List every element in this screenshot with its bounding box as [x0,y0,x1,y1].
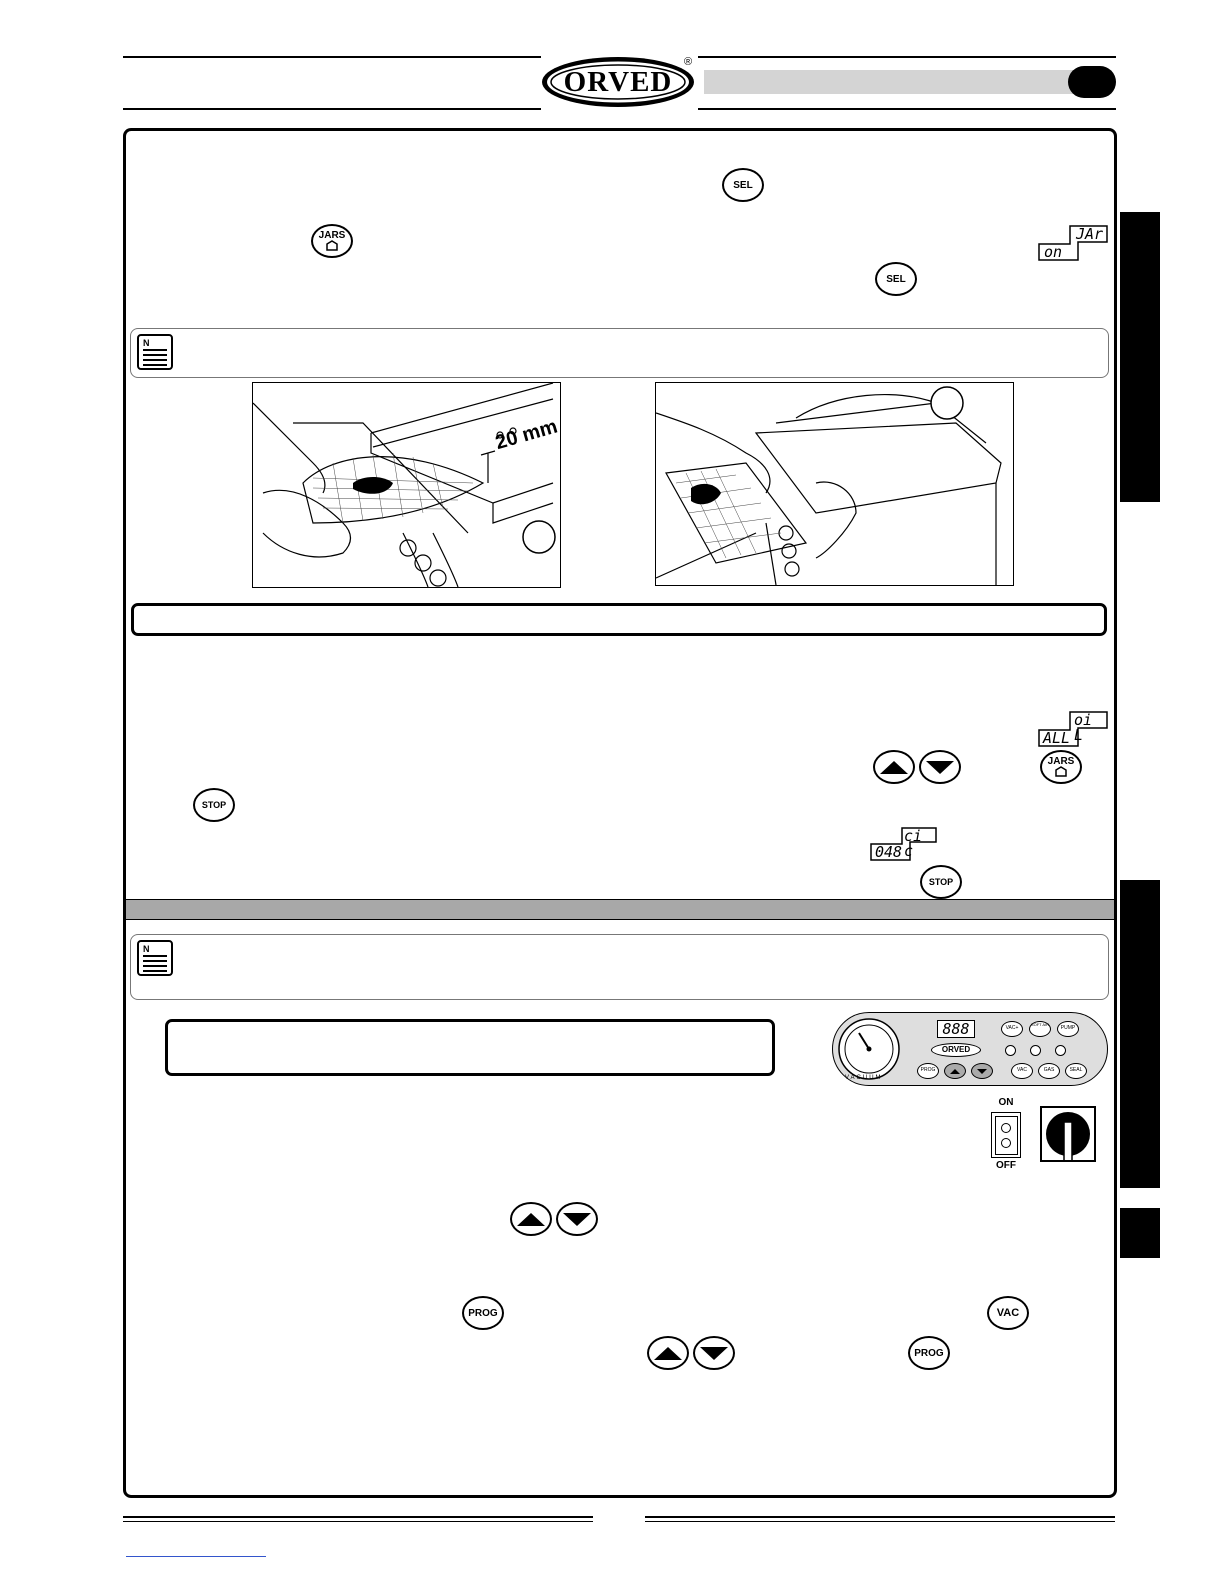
note-box-1 [130,328,1109,378]
up-arrow-icon [510,1202,552,1236]
jars-label: JARS [318,230,346,241]
display-oil-all [1038,710,1108,748]
sel-button-icon-2: SEL [875,262,917,296]
down-arrow-icon [693,1336,735,1370]
up-down-buttons-2 [510,1202,598,1236]
note-icon: N [137,940,173,976]
panel-indicators [1005,1045,1066,1056]
footer-rule-left-1 [123,1516,593,1518]
figure-right-photo [655,382,1014,586]
panel-key-vac: VAC [1011,1063,1033,1079]
panel-logo: ORVED [931,1043,981,1057]
side-tab-top [1120,212,1160,502]
panel-keys-bottom [917,1063,1087,1079]
side-tab-bottom [1120,1208,1160,1258]
panel-display: 888 [937,1020,975,1038]
display-cic-bottom: 048 [875,843,903,861]
header-rule-bottom-right [698,108,1116,110]
header-rule-top-left [123,56,541,58]
panel-key-up [944,1063,966,1079]
side-tab-middle [1120,880,1160,1188]
up-arrow-icon [873,750,915,784]
rotary-switch-icon [1040,1106,1096,1162]
vac-button-icon: VAC [987,1296,1029,1330]
control-panel [832,1012,1108,1086]
panel-key-vac-plus: VAC+ [1001,1021,1023,1037]
header-page-pill [1068,66,1116,98]
display-cic-top: ci c [904,827,923,860]
vacuum-gauge-icon [837,1017,901,1081]
panel-key-seal: SEAL [1065,1063,1087,1079]
gauge-label: VACUUM [845,1075,883,1081]
jars-label: JARS [1047,756,1075,767]
down-arrow-icon [556,1202,598,1236]
stop-button-icon-1: STOP [193,788,235,822]
panel-key-soft-air: SOFT AIR [1029,1021,1051,1037]
sel-button-icon-1: SEL [722,168,764,202]
display-cic-048 [870,826,940,862]
jars-button-icon-1 [311,224,353,258]
panel-key-gas: GAS [1038,1063,1060,1079]
prog-button-icon-1: PROG [462,1296,504,1330]
panel-keys-top [1001,1021,1079,1037]
section-heading-box-2 [165,1019,775,1076]
indicator-light [1055,1045,1066,1056]
panel-key-prog: PROG [917,1063,939,1079]
header-rule-bottom-left [123,108,541,110]
section-separator-bar [126,899,1114,920]
footer-rule-right-2 [645,1521,1115,1522]
panel-key-down [971,1063,993,1079]
dimension-label: 20 mm [493,415,560,455]
power-switch-icon [991,1112,1021,1158]
jar-icon [1054,766,1068,777]
indicator-light [1005,1045,1016,1056]
logo-text: ORVED [563,66,673,98]
note-icon: N [137,334,173,370]
header-rule-top-right [698,56,1116,58]
orved-logo [540,56,696,108]
up-arrow-icon [647,1336,689,1370]
panel-key-pump: PUMP [1057,1021,1079,1037]
up-down-buttons-1 [873,750,961,784]
header-gray-bar [704,70,1104,94]
display-jar-on [1038,224,1108,262]
display-oil-bottom: ALL [1043,729,1071,747]
down-arrow-icon [919,750,961,784]
prog-button-icon-2: PROG [908,1336,950,1370]
switch-on-label: ON [998,1097,1014,1108]
note-box-2 [130,934,1109,1000]
switch-off-label: OFF [996,1160,1016,1171]
up-down-buttons-3 [647,1336,735,1370]
footer-link-underline [126,1556,266,1557]
footer-rule-right-1 [645,1516,1115,1518]
section-heading-box-1 [131,603,1107,636]
figure-left-photo [252,382,561,588]
footer-rule-left-2 [123,1521,593,1522]
display-jar-top: JAr [1076,225,1104,243]
jars-button-icon-2 [1040,750,1082,784]
registered-mark: ® [684,56,693,68]
jar-icon [325,240,339,251]
indicator-light [1030,1045,1041,1056]
stop-button-icon-2: STOP [920,865,962,899]
display-oil-top: oi L [1074,711,1093,744]
display-jar-bottom: on [1044,243,1063,261]
